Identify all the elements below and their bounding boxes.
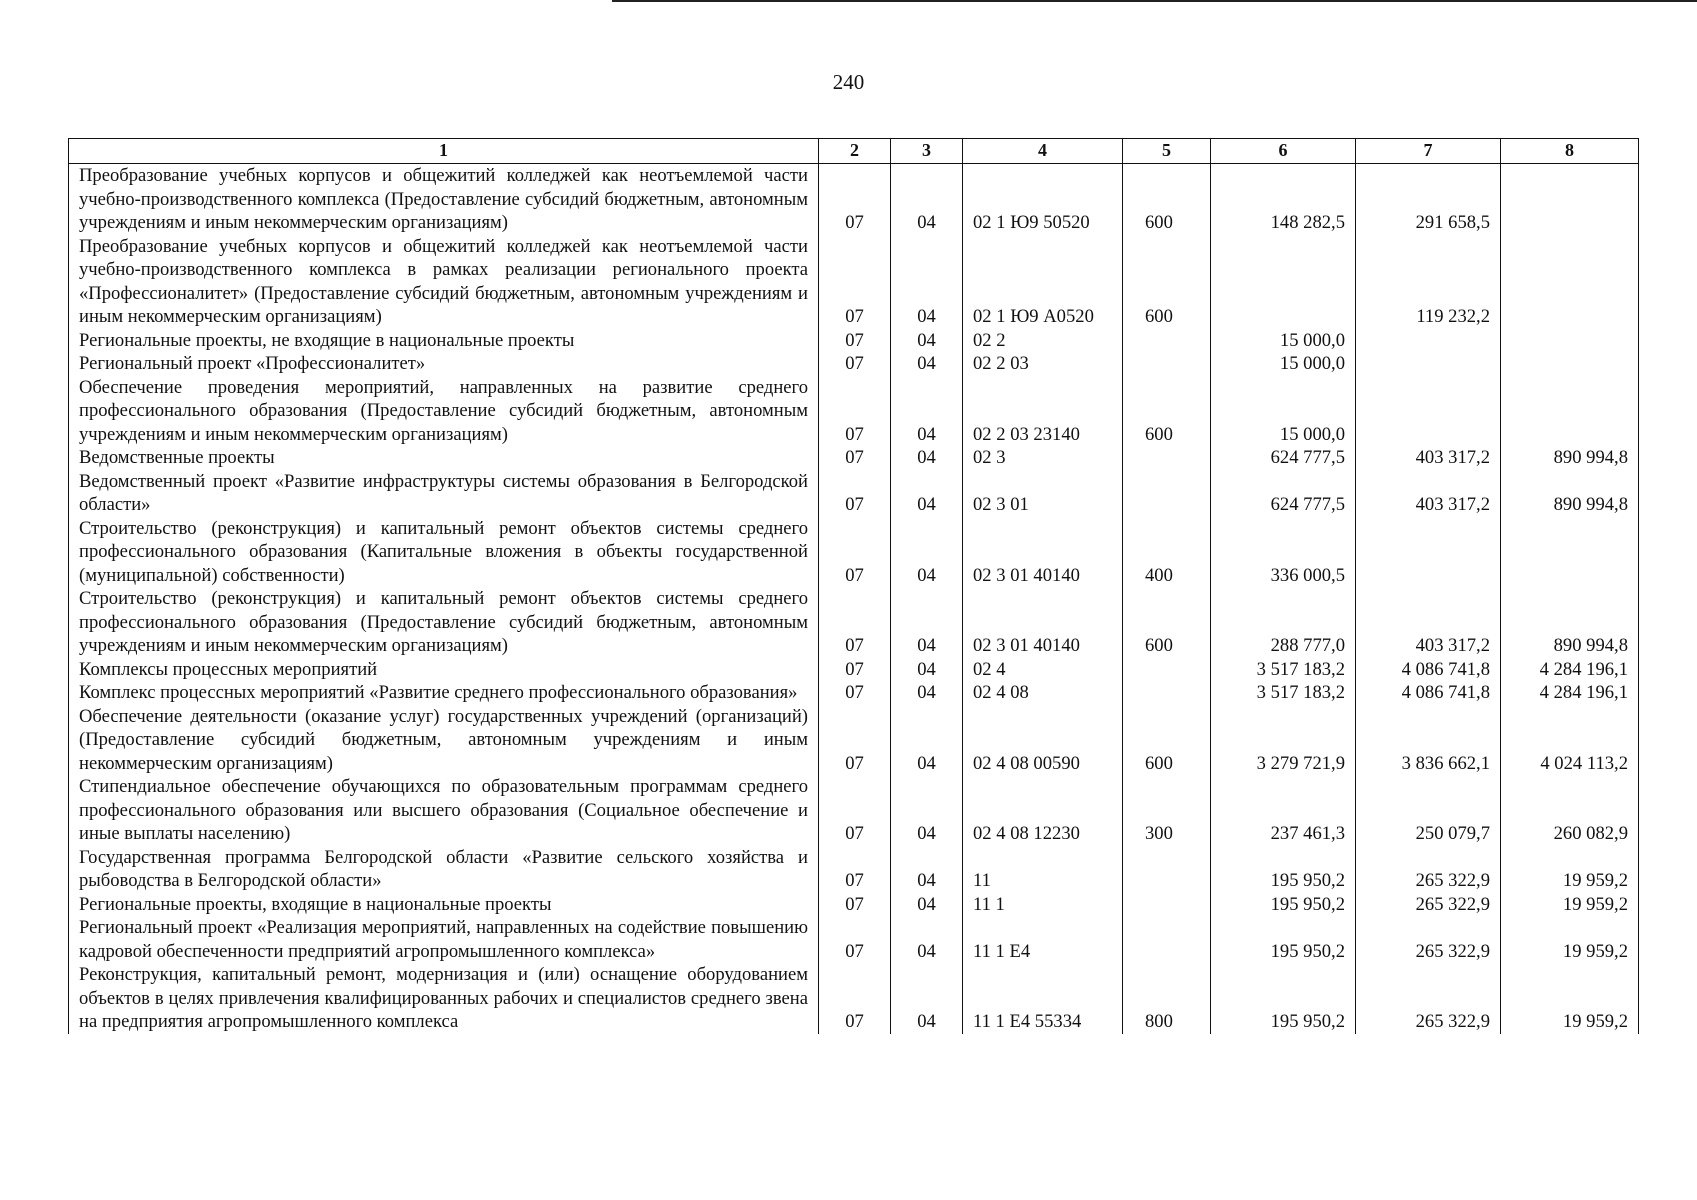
row-expense-type-code: 600 xyxy=(1123,705,1211,776)
row-amount-col8 xyxy=(1501,376,1639,447)
table-row xyxy=(69,352,1639,376)
row-subsection-code: 04 xyxy=(891,705,963,776)
row-amount-col7: 4 086 741,8 xyxy=(1356,658,1501,682)
table-row xyxy=(69,846,1639,893)
top-rule xyxy=(612,0,1697,2)
row-subsection-code: 04 xyxy=(891,587,963,658)
row-amount-col7: 4 086 741,8 xyxy=(1356,681,1501,705)
row-amount-col7 xyxy=(1356,376,1501,447)
row-amount-col6: 148 282,5 xyxy=(1211,164,1356,235)
row-subsection-code: 04 xyxy=(891,329,963,353)
row-name: Региональный проект «Профессионалитет» xyxy=(69,352,819,376)
row-name: Комплексы процессных мероприятий xyxy=(69,658,819,682)
table-row xyxy=(69,681,1639,705)
row-amount-col6: 624 777,5 xyxy=(1211,446,1356,470)
row-expense-type-code xyxy=(1123,681,1211,705)
table-row xyxy=(69,963,1639,1034)
row-subsection-code: 04 xyxy=(891,658,963,682)
col-header-7: 7 xyxy=(1356,139,1501,164)
row-expense-type-code: 800 xyxy=(1123,963,1211,1034)
row-subsection-code: 04 xyxy=(891,376,963,447)
row-expense-type-code xyxy=(1123,846,1211,893)
table-row xyxy=(69,517,1639,588)
row-name: Ведомственный проект «Развитие инфраструктуры системы образования в Белгородской области» xyxy=(69,470,819,517)
row-section-code: 07 xyxy=(819,658,891,682)
col-header-3: 3 xyxy=(891,139,963,164)
row-name: Преобразование учебных корпусов и общежитий колледжей как неотъемлемой части учебно-производственного комплекса (Предоставление субсидий бюджетным, автономным учреждениям и иным некоммерческим организациям) xyxy=(69,164,819,235)
row-expense-type-code xyxy=(1123,446,1211,470)
row-subsection-code: 04 xyxy=(891,681,963,705)
row-amount-col8 xyxy=(1501,517,1639,588)
row-amount-col7: 265 322,9 xyxy=(1356,893,1501,917)
row-amount-col6: 195 950,2 xyxy=(1211,963,1356,1034)
row-target-article-code: 02 2 xyxy=(963,329,1123,353)
row-name: Строительство (реконструкция) и капитальный ремонт объектов системы среднего профессионального образования (Предоставление субсидий бюджетным, автономным учреждениям и иным некоммерческим организациям) xyxy=(69,587,819,658)
row-target-article-code: 02 4 08 12230 xyxy=(963,775,1123,846)
row-section-code: 07 xyxy=(819,517,891,588)
row-expense-type-code xyxy=(1123,329,1211,353)
row-name: Региональный проект «Реализация мероприятий, направленных на содействие повышению кадровой обеспеченности предприятий агропромышленного комплекса» xyxy=(69,916,819,963)
row-subsection-code: 04 xyxy=(891,470,963,517)
row-name: Обеспечение деятельности (оказание услуг) государственных учреждений (организаций) (Предоставление субсидий бюджетным, автономным учреждениям и иным некоммерческим организациям) xyxy=(69,705,819,776)
row-target-article-code: 11 1 Е4 xyxy=(963,916,1123,963)
row-subsection-code: 04 xyxy=(891,352,963,376)
row-amount-col8: 4 284 196,1 xyxy=(1501,658,1639,682)
row-name: Комплекс процессных мероприятий «Развитие среднего профессионального образования» xyxy=(69,681,819,705)
row-section-code: 07 xyxy=(819,916,891,963)
page-number: 240 xyxy=(832,70,865,94)
col-header-1: 1 xyxy=(69,139,819,164)
table-row xyxy=(69,235,1639,329)
table-row xyxy=(69,658,1639,682)
row-amount-col8: 19 959,2 xyxy=(1501,963,1639,1034)
row-subsection-code: 04 xyxy=(891,517,963,588)
table-row xyxy=(69,376,1639,447)
row-amount-col7 xyxy=(1356,517,1501,588)
row-target-article-code: 02 2 03 23140 xyxy=(963,376,1123,447)
row-amount-col6 xyxy=(1211,235,1356,329)
row-target-article-code: 02 4 08 xyxy=(963,681,1123,705)
row-expense-type-code xyxy=(1123,658,1211,682)
row-section-code: 07 xyxy=(819,705,891,776)
row-amount-col8: 890 994,8 xyxy=(1501,470,1639,517)
row-expense-type-code: 300 xyxy=(1123,775,1211,846)
row-target-article-code: 02 3 01 40140 xyxy=(963,587,1123,658)
row-name: Государственная программа Белгородской области «Развитие сельского хозяйства и рыбоводства в Белгородской области» xyxy=(69,846,819,893)
row-subsection-code: 04 xyxy=(891,775,963,846)
row-amount-col7: 403 317,2 xyxy=(1356,587,1501,658)
row-amount-col8: 890 994,8 xyxy=(1501,446,1639,470)
row-subsection-code: 04 xyxy=(891,446,963,470)
row-name: Строительство (реконструкция) и капитальный ремонт объектов системы среднего профессионального образования (Капитальные вложения в объекты государственной (муниципальной) собственности) xyxy=(69,517,819,588)
row-section-code: 07 xyxy=(819,446,891,470)
table-body xyxy=(69,164,1639,1034)
row-section-code: 07 xyxy=(819,235,891,329)
row-amount-col7: 250 079,7 xyxy=(1356,775,1501,846)
row-subsection-code: 04 xyxy=(891,235,963,329)
row-amount-col7 xyxy=(1356,329,1501,353)
row-amount-col6: 237 461,3 xyxy=(1211,775,1356,846)
table-row xyxy=(69,164,1639,235)
row-amount-col6: 3 279 721,9 xyxy=(1211,705,1356,776)
row-section-code: 07 xyxy=(819,587,891,658)
row-target-article-code: 02 4 08 00590 xyxy=(963,705,1123,776)
row-amount-col6: 3 517 183,2 xyxy=(1211,658,1356,682)
row-name: Преобразование учебных корпусов и общежитий колледжей как неотъемлемой части учебно-производственного комплекса в рамках реализации регионального проекта «Профессионалитет» (Предоставление субсидий бюджетным, автономным учреждениям и иным некоммерческим организациям) xyxy=(69,235,819,329)
row-amount-col6: 195 950,2 xyxy=(1211,916,1356,963)
row-amount-col8: 4 284 196,1 xyxy=(1501,681,1639,705)
row-section-code: 07 xyxy=(819,775,891,846)
row-subsection-code: 04 xyxy=(891,916,963,963)
row-amount-col6: 3 517 183,2 xyxy=(1211,681,1356,705)
row-name: Региональные проекты, входящие в национальные проекты xyxy=(69,893,819,917)
row-subsection-code: 04 xyxy=(891,164,963,235)
col-header-6: 6 xyxy=(1211,139,1356,164)
row-section-code: 07 xyxy=(819,963,891,1034)
row-target-article-code: 11 1 Е4 55334 xyxy=(963,963,1123,1034)
row-expense-type-code xyxy=(1123,916,1211,963)
table-row xyxy=(69,705,1639,776)
row-name: Обеспечение проведения мероприятий, направленных на развитие среднего профессионального образования (Предоставление субсидий бюджетным, автономным учреждениям и иным некоммерческим организациям) xyxy=(69,376,819,447)
col-header-2: 2 xyxy=(819,139,891,164)
row-name: Ведомственные проекты xyxy=(69,446,819,470)
row-amount-col8: 890 994,8 xyxy=(1501,587,1639,658)
row-section-code: 07 xyxy=(819,352,891,376)
row-expense-type-code xyxy=(1123,893,1211,917)
table-row xyxy=(69,775,1639,846)
row-expense-type-code: 600 xyxy=(1123,376,1211,447)
col-header-5: 5 xyxy=(1123,139,1211,164)
row-amount-col6: 624 777,5 xyxy=(1211,470,1356,517)
row-amount-col6: 336 000,5 xyxy=(1211,517,1356,588)
row-amount-col7: 265 322,9 xyxy=(1356,916,1501,963)
row-target-article-code: 02 4 xyxy=(963,658,1123,682)
row-subsection-code: 04 xyxy=(891,893,963,917)
row-target-article-code: 11 1 xyxy=(963,893,1123,917)
row-expense-type-code xyxy=(1123,470,1211,517)
row-section-code: 07 xyxy=(819,893,891,917)
row-amount-col6: 15 000,0 xyxy=(1211,376,1356,447)
row-amount-col8: 19 959,2 xyxy=(1501,893,1639,917)
row-subsection-code: 04 xyxy=(891,963,963,1034)
row-section-code: 07 xyxy=(819,470,891,517)
row-amount-col8: 260 082,9 xyxy=(1501,775,1639,846)
row-target-article-code: 02 1 Ю9 А0520 xyxy=(963,235,1123,329)
row-amount-col7: 403 317,2 xyxy=(1356,446,1501,470)
row-amount-col7: 3 836 662,1 xyxy=(1356,705,1501,776)
row-target-article-code: 11 xyxy=(963,846,1123,893)
row-expense-type-code: 600 xyxy=(1123,587,1211,658)
budget-table xyxy=(68,138,1639,1034)
row-amount-col8 xyxy=(1501,164,1639,235)
row-amount-col7: 265 322,9 xyxy=(1356,963,1501,1034)
row-amount-col8 xyxy=(1501,235,1639,329)
row-section-code: 07 xyxy=(819,681,891,705)
row-section-code: 07 xyxy=(819,164,891,235)
row-amount-col8 xyxy=(1501,329,1639,353)
row-amount-col7: 119 232,2 xyxy=(1356,235,1501,329)
row-amount-col7: 403 317,2 xyxy=(1356,470,1501,517)
row-target-article-code: 02 2 03 xyxy=(963,352,1123,376)
row-target-article-code: 02 3 01 40140 xyxy=(963,517,1123,588)
row-name: Стипендиальное обеспечение обучающихся по образовательным программам среднего профессионального образования или высшего образования (Социальное обеспечение и иные выплаты населению) xyxy=(69,775,819,846)
row-target-article-code: 02 1 Ю9 50520 xyxy=(963,164,1123,235)
row-name: Реконструкция, капитальный ремонт, модернизация и (или) оснащение оборудованием объектов в целях привлечения квалифицированных рабочих и специалистов среднего звена на предприятия агропромышленного комплекса xyxy=(69,963,819,1034)
row-section-code: 07 xyxy=(819,329,891,353)
row-subsection-code: 04 xyxy=(891,846,963,893)
row-section-code: 07 xyxy=(819,376,891,447)
row-expense-type-code: 600 xyxy=(1123,235,1211,329)
row-target-article-code: 02 3 xyxy=(963,446,1123,470)
row-amount-col8: 19 959,2 xyxy=(1501,846,1639,893)
row-expense-type-code: 600 xyxy=(1123,164,1211,235)
table-row xyxy=(69,916,1639,963)
row-amount-col8 xyxy=(1501,352,1639,376)
row-amount-col6: 288 777,0 xyxy=(1211,587,1356,658)
row-expense-type-code: 400 xyxy=(1123,517,1211,588)
row-amount-col6: 15 000,0 xyxy=(1211,352,1356,376)
row-amount-col8: 4 024 113,2 xyxy=(1501,705,1639,776)
row-expense-type-code xyxy=(1123,352,1211,376)
header-row xyxy=(69,139,1639,164)
row-amount-col6: 195 950,2 xyxy=(1211,846,1356,893)
row-amount-col8: 19 959,2 xyxy=(1501,916,1639,963)
row-amount-col6: 195 950,2 xyxy=(1211,893,1356,917)
col-header-4: 4 xyxy=(963,139,1123,164)
row-name: Региональные проекты, не входящие в национальные проекты xyxy=(69,329,819,353)
table-row xyxy=(69,893,1639,917)
row-amount-col7: 265 322,9 xyxy=(1356,846,1501,893)
table-row xyxy=(69,446,1639,470)
row-section-code: 07 xyxy=(819,846,891,893)
table-row xyxy=(69,329,1639,353)
row-amount-col7: 291 658,5 xyxy=(1356,164,1501,235)
table-row xyxy=(69,587,1639,658)
table-row xyxy=(69,470,1639,517)
row-amount-col6: 15 000,0 xyxy=(1211,329,1356,353)
col-header-8: 8 xyxy=(1501,139,1639,164)
row-target-article-code: 02 3 01 xyxy=(963,470,1123,517)
row-amount-col7 xyxy=(1356,352,1501,376)
